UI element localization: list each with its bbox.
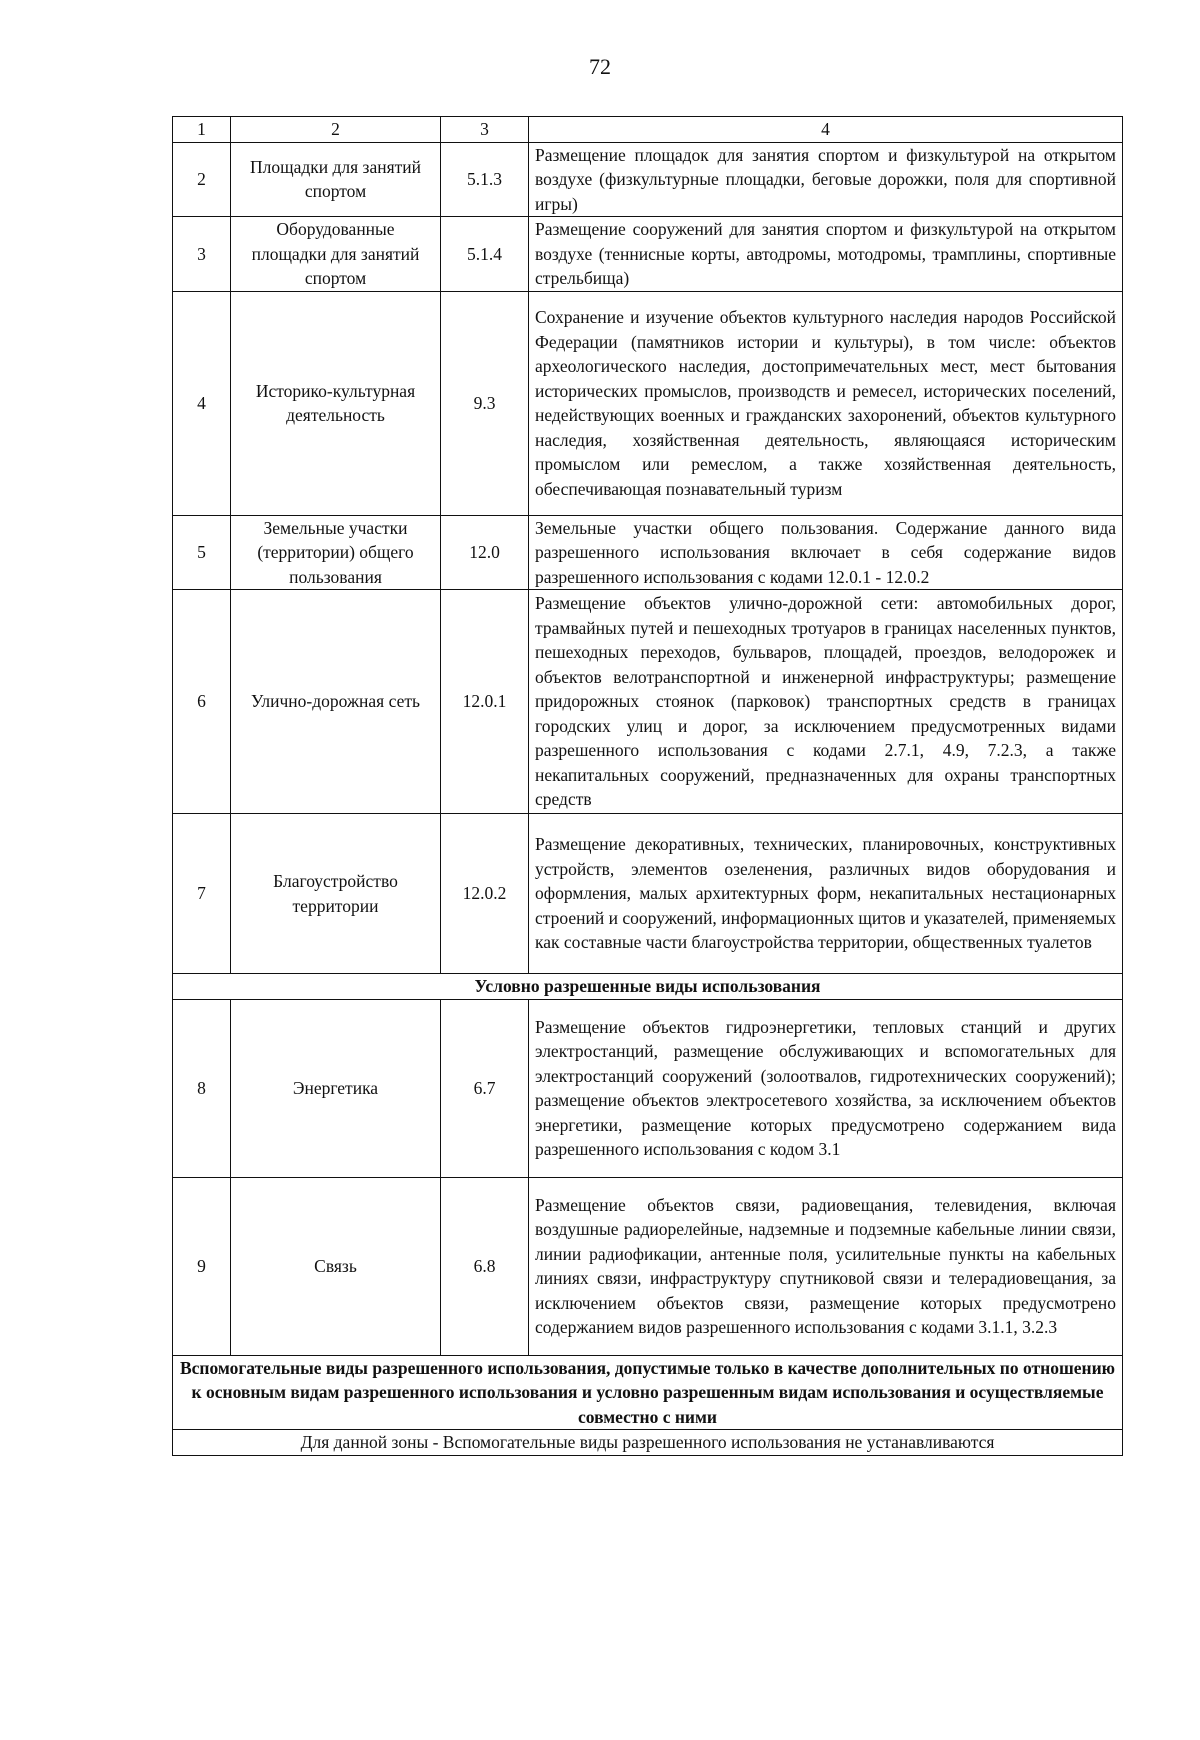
header-col-2: 2 [231, 117, 441, 143]
row-use-name: Площадки для занятий спортом [231, 142, 441, 217]
section-row [173, 974, 1123, 1000]
table-row [173, 999, 1123, 1177]
table-row [173, 217, 1123, 292]
land-use-table [172, 116, 1123, 1456]
row-number: 9 [173, 1177, 231, 1355]
header-col-1: 1 [173, 117, 231, 143]
table-row [173, 142, 1123, 217]
row-use-description: Размещение объектов гидроэнергетики, тепловых станций и других электростанций, размещение обслуживающих и вспомогательных для электростанций сооружений (золоотвалов, гидротехнических сооружений); размещение объектов электросетевого хозяйства, за исключением объектов энергетики, размещение которых предусмотрено содержанием вида разрешенного использования с кодом 3.1 [529, 999, 1123, 1177]
row-use-name: Улично-дорожная сеть [231, 590, 441, 814]
table-body [173, 117, 1123, 1456]
row-use-description: Размещение объектов улично-дорожной сети: автомобильных дорог, трамвайных путей и пешеходных тротуаров в границах населенных пунктов, пешеходных переходов, бульваров, площадей, проездов, велодорожек и объектов велотранспортной и инженерной инфраструктуры; размещение придорожных стоянок (парковок) транспортных средств в границах городских улиц и дорог, за исключением предусмотренных видами разрешенного использования с кодами 2.7.1, 4.9, 7.2.3, а также некапитальных сооружений, предназначенных для охраны транспортных средств [529, 590, 1123, 814]
row-number: 2 [173, 142, 231, 217]
row-use-name: Связь [231, 1177, 441, 1355]
row-use-description: Земельные участки общего пользования. Содержание данного вида разрешенного использования включает в себя содержание видов разрешенного использования с кодами 12.0.1 - 12.0.2 [529, 515, 1123, 590]
row-use-name: Земельные участки (территории) общего пользования [231, 515, 441, 590]
table-row [173, 590, 1123, 814]
auxiliary-title-row [173, 1355, 1123, 1430]
row-use-code: 5.1.4 [441, 217, 529, 292]
row-number: 3 [173, 217, 231, 292]
row-use-code: 9.3 [441, 291, 529, 515]
table-row [173, 1177, 1123, 1355]
auxiliary-title: Вспомогательные виды разрешенного использования, допустимые только в качестве дополнительных по отношению к основным видам разрешенного использования и условно разрешенным видам использования и осуществляемые совместно с ними [173, 1355, 1123, 1430]
auxiliary-note-text: Для данной зоны - Вспомогательные виды разрешенного использования не устанавливаются [300, 1432, 995, 1452]
auxiliary-note-row [173, 1430, 1123, 1456]
table-row [173, 515, 1123, 590]
row-use-name: Энергетика [231, 999, 441, 1177]
header-col-4: 4 [529, 117, 1123, 143]
row-use-name: Оборудованные площадки для занятий спортом [231, 217, 441, 292]
row-use-code: 12.0.2 [441, 814, 529, 974]
row-use-description: Размещение декоративных, технических, планировочных, конструктивных устройств, элементов озеленения, различных видов оборудования и оформления, малых архитектурных форм, некапитальных нестационарных строений и сооружений, информационных щитов и указателей, применяемых как составные части благоустройства территории, общественных туалетов [529, 814, 1123, 974]
row-use-code: 12.0 [441, 515, 529, 590]
row-number: 5 [173, 515, 231, 590]
row-use-description: Размещение сооружений для занятия спортом и физкультурой на открытом воздухе (теннисные корты, автодромы, мотодромы, трамплины, спортивные стрельбища) [529, 217, 1123, 292]
header-col-3: 3 [441, 117, 529, 143]
table-row [173, 814, 1123, 974]
row-number: 7 [173, 814, 231, 974]
table-header-row [173, 117, 1123, 143]
row-use-name: Историко-культурная деятельность [231, 291, 441, 515]
row-use-description: Размещение площадок для занятия спортом и физкультурой на открытом воздухе (физкультурные площадки, беговые дорожки, поля для спортивной игры) [529, 142, 1123, 217]
auxiliary-note [173, 1430, 1123, 1456]
page-number: 72 [589, 54, 611, 79]
row-use-name: Благоустройство территории [231, 814, 441, 974]
row-number: 4 [173, 291, 231, 515]
row-use-code: 6.7 [441, 999, 529, 1177]
table-row [173, 291, 1123, 515]
row-use-description: Размещение объектов связи, радиовещания, телевидения, включая воздушные радиорелейные, надземные и подземные кабельные линии связи, линии радиофикации, антенные поля, усилительные пункты на кабельных линиях связи, инфраструктуру спутниковой связи и телерадиовещания, за исключением объектов связи, размещение которых предусмотрено содержанием видов разрешенного использования с кодами 3.1.1, 3.2.3 [529, 1177, 1123, 1355]
row-use-code: 6.8 [441, 1177, 529, 1355]
row-use-code: 5.1.3 [441, 142, 529, 217]
row-use-code: 12.0.1 [441, 590, 529, 814]
row-number: 8 [173, 999, 231, 1177]
section-title: Условно разрешенные виды использования [173, 974, 1123, 1000]
row-use-description: Сохранение и изучение объектов культурного наследия народов Российской Федерации (памятников истории и культуры), в том числе: объектов археологического наследия, достопримечательных мест, мест бытования исторических промыслов, производств и ремесел, исторических поселений, недействующих военных и гражданских захоронений, объектов культурного наследия, хозяйственная деятельность, являющаяся историческим промыслом или ремеслом, а также хозяйственная деятельность, обеспечивающая познавательный туризм [529, 291, 1123, 515]
row-number: 6 [173, 590, 231, 814]
